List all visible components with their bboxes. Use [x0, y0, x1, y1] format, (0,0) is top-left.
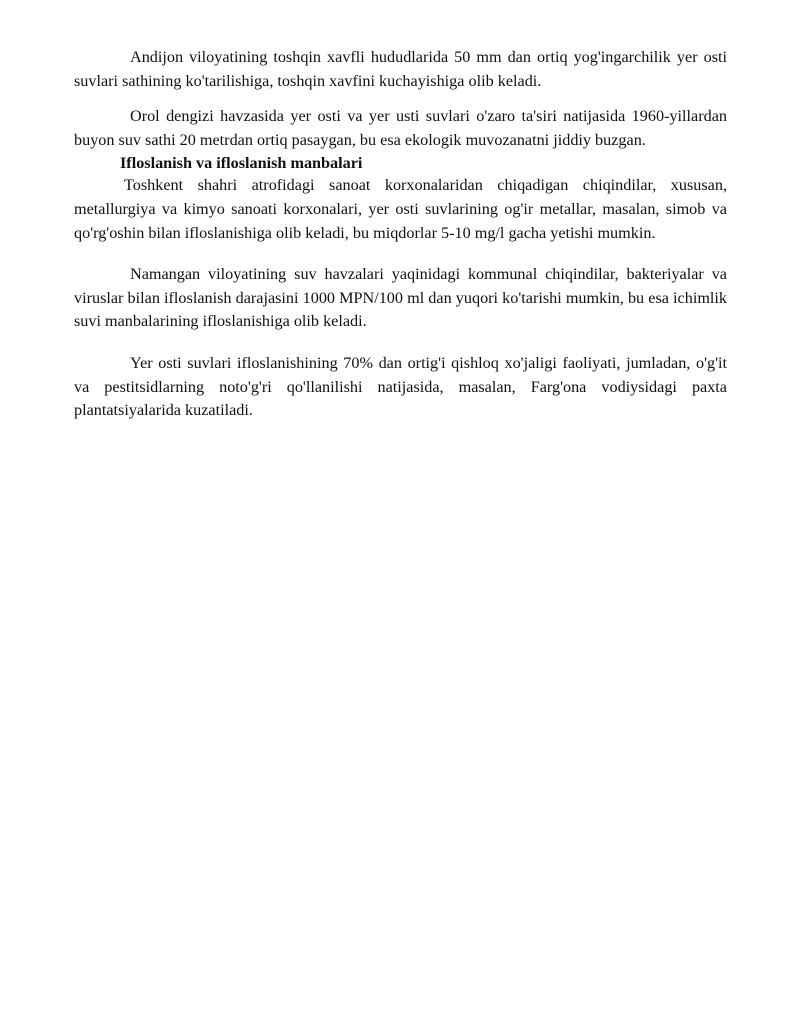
paragraph-orol: Orol dengizi havzasida yer osti va yer usti suvlari o'zaro ta'siri natijasida 1960-yillardan buyon suv sathi 20 metrdan ortiq pasaygan, bu esa ekologik muvozanatni jiddiy buzgan.: [74, 107, 727, 149]
paragraph-qishloq: Yer osti suvlari ifloslanishining 70% dan ortig'i qishloq xo'jaligi faoliyati, jumladan, o'g'it va pestitsidlarning noto'g'ri qo'llanilishi natijasida, masalan, Farg'ona vodiysidagi paxta plantatsiyalarida kuzatiladi.: [74, 353, 727, 420]
paragraph-namangan: Namangan viloyatining suv havzalari yaqinidagi kommunal chiqindilar, bakteriyalar va viruslar bilan ifloslanish darajasini 1000 MPN/100 ml dan yuqori ko'tarishi mumkin, bu esa ichimlik suvi manbalarining ifloslanishiga olib keladi.: [74, 265, 727, 331]
section-heading: Ifloslanish va ifloslanish manbalari: [120, 154, 363, 173]
paragraph-toshkent: Toshkent shahri atrofidagi sanoat korxonalaridan chiqadigan chiqindilar, xususan, metallurgiya va kimyo sanoati korxonalari, yer osti suvlarining og'ir metallar, masalan, simob va qo'rg'oshin bilan ifloslanishiga olib keladi, bu miqdorlar 5-10 mg/l gacha yetishi mumkin.: [74, 176, 727, 242]
paragraph-andijon: Andijon viloyatining toshqin xavfli hududlarida 50 mm dan ortiq yog'ingarchilik yer osti suvlari sathining ko'tarilishiga, toshqin xavfini kuchayishiga olib keladi.: [74, 48, 727, 90]
document-page: [74, 46, 727, 423]
